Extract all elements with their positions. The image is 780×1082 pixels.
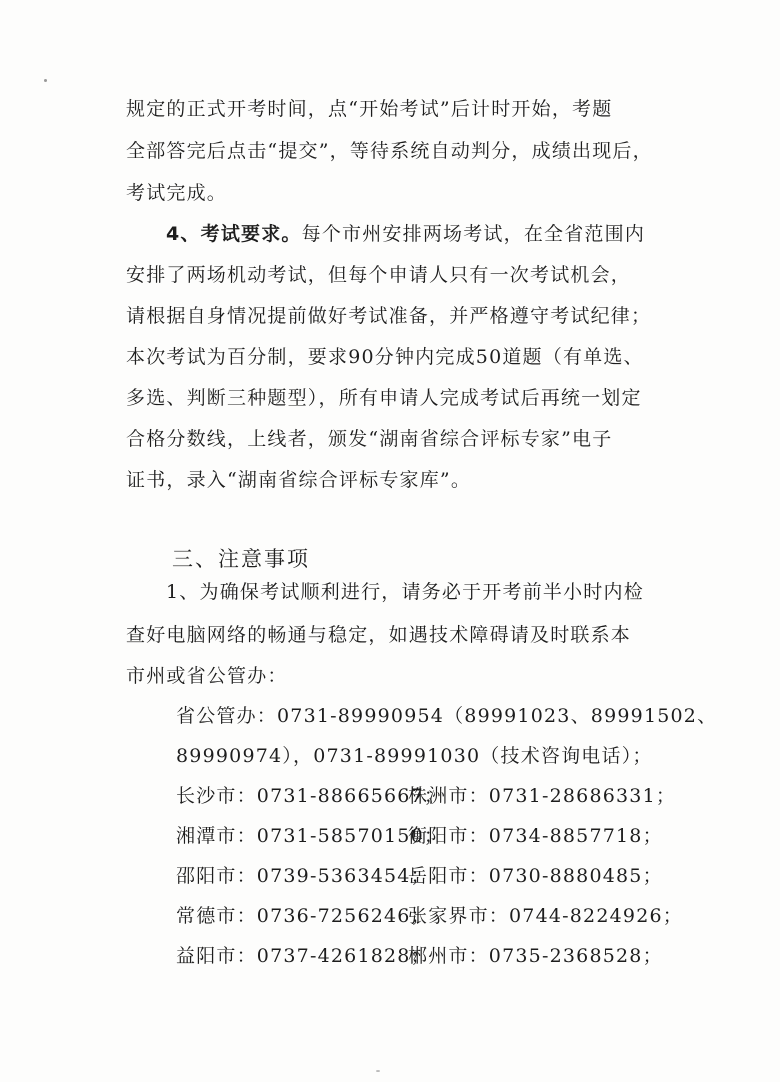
contact-left: 湘潭市：0731-58570150； xyxy=(176,825,445,847)
contact-left: 常德市：0736-7256246； xyxy=(176,905,431,927)
provincial-office-line: 省公管办：0731-89990954（89991023、89991502、 xyxy=(176,705,718,727)
paragraph-line: 证书，录入“湖南省综合评标专家库”。 xyxy=(126,469,472,491)
item4-first-line xyxy=(166,225,645,244)
paragraph-line: 考试完成。 xyxy=(126,182,228,204)
paragraph-line: 请根据自身情况提前做好考试准备，并严格遵守考试纪律； xyxy=(126,305,652,327)
paragraph-line: 全部答完后点击“提交”，等待系统自动判分，成绩出现后， xyxy=(126,140,653,162)
provincial-office-line: 89990974），0731-89991030（技术咨询电话）； xyxy=(176,745,653,767)
contact-left: 益阳市：0737-4261828； xyxy=(176,945,431,967)
paragraph-line: 合格分数线，上线者，颁发“湖南省综合评标专家”电子 xyxy=(126,428,613,450)
paragraph-line: 安排了两场机动考试，但每个申请人只有一次考试机会， xyxy=(126,264,632,286)
contact-left: 邵阳市：0739-5363454； xyxy=(176,865,431,887)
paragraph-line: 市州或省公管办： xyxy=(126,665,288,687)
paragraph-line: 查好电脑网络的畅通与稳定，如遇技术障碍请及时联系本 xyxy=(126,624,632,646)
item4-label: 4、考试要求。 xyxy=(166,223,302,245)
paragraph-line: 多选、判断三种题型），所有申请人完成考试后再统一划定 xyxy=(126,387,642,409)
contact-right: 岳阳市：0730-8880485； xyxy=(408,865,663,887)
contact-right: 株洲市：0731-28686331； xyxy=(408,785,677,807)
contact-left: 长沙市：0731-88665667； xyxy=(176,785,445,807)
contact-right: 衡阳市：0734-8857718； xyxy=(408,825,663,847)
contact-right: 张家界市：0744-8224926； xyxy=(408,905,683,927)
scan-speck xyxy=(376,1070,380,1072)
item4-text: 每个市州安排两场考试，在全省范围内 xyxy=(301,223,646,245)
paragraph-line: 1、为确保考试顺利进行，请务必于开考前半小时内检 xyxy=(166,581,644,603)
contact-right: 郴州市：0735-2368528； xyxy=(408,945,663,967)
paragraph-line: 规定的正式开考时间，点“开始考试”后计时开始，考题 xyxy=(126,98,613,120)
scan-speck xyxy=(44,79,47,82)
paragraph-line: 本次考试为百分制，要求90分钟内完成50道题（有单选、 xyxy=(126,346,644,368)
section-heading: 三、注意事项 xyxy=(172,547,310,571)
